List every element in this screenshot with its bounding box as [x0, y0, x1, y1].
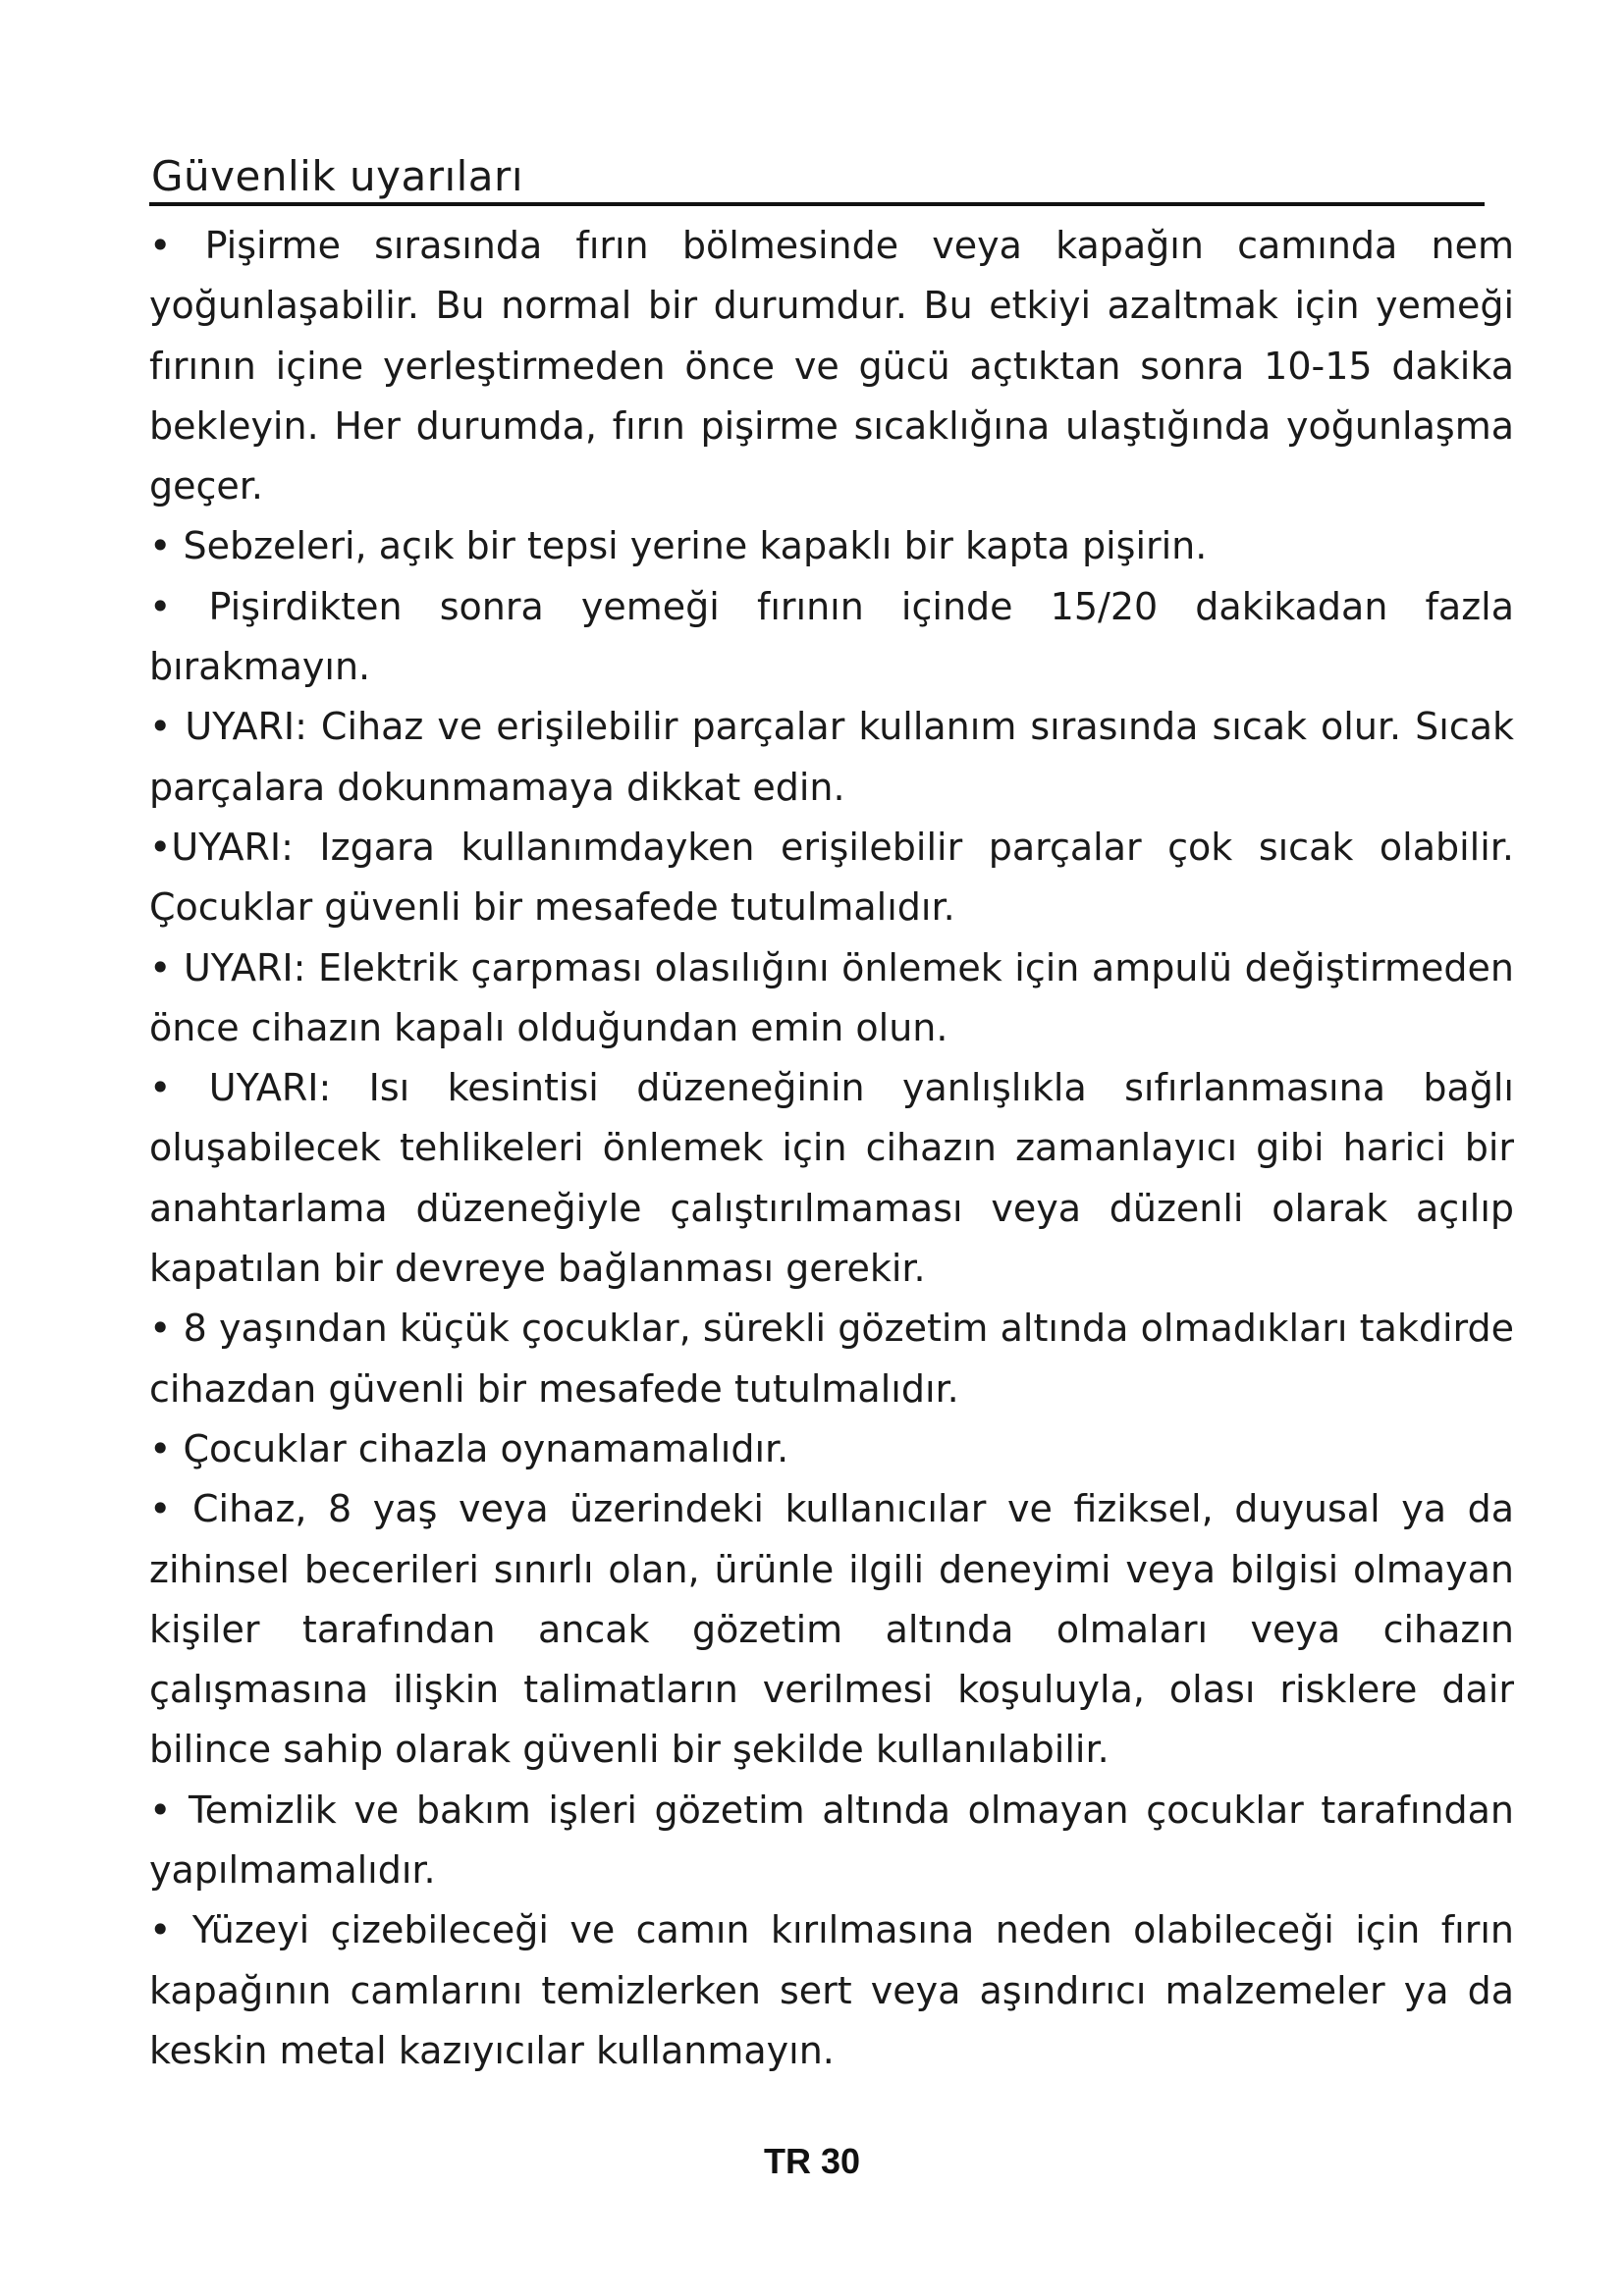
warning-paragraph: • Cihaz, 8 yaş veya üzerindeki kullanıcılar ve fiziksel, duyusal ya da zihinsel becerileri sınırlı olan, ürünle ilgili deneyimi veya bilgisi olmayan kişiler tarafından ancak gözetim altında olmaları veya cihazın çalışmasına ilişkin talimatların verilmesi koşuluyla, olası risklere dair bilince sahip olarak güvenli bir şekilde kullanılabilir. [149, 1487, 1514, 1772]
warning-paragraph: • 8 yaşından küçük çocuklar, sürekli gözetim altında olmadıkları takdirde cihazdan güvenli bir mesafede tutulmalıdır. [149, 1307, 1514, 1411]
warning-paragraph: • Yüzeyi çizebileceği ve camın kırılmasına neden olabileceği için fırın kapağının camlarını temizlerken sert veya aşındırıcı malzemeler ya da keskin metal kazıyıcılar kullanmayın. [149, 1908, 1514, 2072]
page-title: Güvenlik uyarıları [151, 152, 523, 200]
warning-paragraph: • UYARI: Elektrik çarpması olasılığını önlemek için ampulü değiştirmeden önce cihazın kapalı olduğundan emin olun. [149, 945, 1514, 1049]
warning-paragraph: • Çocuklar cihazla oynamamalıdır. [149, 1426, 789, 1470]
warning-paragraph: • UYARI: Cihaz ve erişilebilir parçalar kullanım sırasında sıcak olur. Sıcak parçalara dokunmamaya dikkat edin. [149, 705, 1514, 809]
warning-paragraph: • Pişirme sırasında fırın bölmesinde veya kapağın camında nem yoğunlaşabilir. Bu normal bir durumdur. Bu etkiyi azaltmak için yemeği fırının içine yerleştirmeden önce ve gücü açtıktan sonra 10-15 dakika bekleyin. Her durumda, fırın pişirme sıcaklığına ulaştığında yoğunlaşma geçer. [149, 224, 1514, 508]
warning-paragraph: • Sebzeleri, açık bir tepsi yerine kapaklı bir kapta pişirin. [149, 524, 1208, 568]
warning-paragraph: • Pişirdikten sonra yemeği fırının içinde 15/20 dakikadan fazla bırakmayın. [149, 584, 1514, 689]
section-header [149, 147, 1485, 206]
warning-paragraph: • Temizlik ve bakım işleri gözetim altında olmayan çocuklar tarafından yapılmamalıdır. [149, 1788, 1514, 1893]
warning-paragraph: •UYARI: Izgara kullanımdayken erişilebilir parçalar çok sıcak olabilir. Çocuklar güvenli bir mesafede tutulmalıdır. [149, 825, 1514, 930]
warnings-list [149, 216, 1514, 2081]
page-number: TR 30 [763, 2141, 861, 2181]
warning-paragraph: • UYARI: Isı kesintisi düzeneğinin yanlışlıkla sıfırlanmasına bağlı oluşabilecek tehlikeleri önlemek için cihazın zamanlayıcı gibi harici bir anahtarlama düzeneğiyle çalıştırılmaması veya düzenli olarak açılıp kapatılan bir devreye bağlanması gerekir. [149, 1066, 1514, 1291]
